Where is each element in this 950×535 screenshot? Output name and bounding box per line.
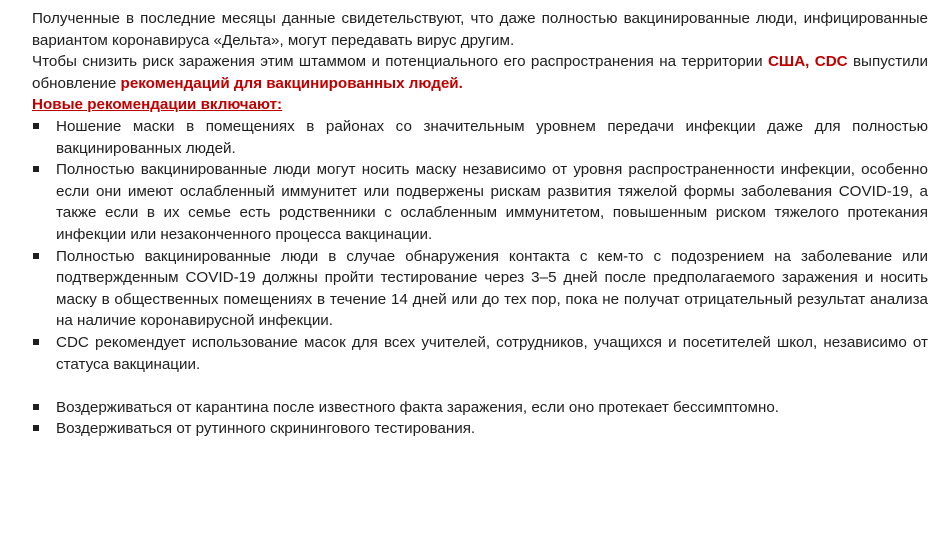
list-item [32, 246, 928, 332]
list-item-text: Полностью вакцинированные люди в случае обнаружения контакта с кем-то с подозрением на заболевание или подтвержденным COVID-19 должны пройти тестирование через 3–5 дней после предполагаемого заражения и носить маску в общественных помещениях в течение 14 дней или до тех пор, пока не получат отрицательный результат анализа на наличие коронавирусной инфекции. [56, 247, 928, 330]
square-bullet-icon [33, 253, 39, 259]
blank-line [32, 375, 928, 397]
document-body [32, 8, 928, 440]
intro-paragraph-2-middle: выпустили обновление [32, 53, 928, 92]
list-item [32, 332, 928, 375]
recommendations-list [32, 116, 928, 375]
list-item-text: Полностью вакцинированные люди могут носить маску независимо от уровня распространенности инфекции, особенно если они имеют ослабленный иммунитет или подвержены рискам развития тяжелой формы заболевания COVID-19, а также если в их семье есть родственники с ослабленным иммунитетом, повышенным риском тяжелого протекания инфекции или незаконченного процесса вакцинации. [56, 161, 928, 243]
list-item-text: CDC рекомендует использование масок для всех учителей, сотрудников, учащихся и посетителей школ, независимо от статуса вакцинации. [56, 333, 928, 373]
highlight-recommendations: рекомендаций для вакцинированных людей. [120, 74, 463, 92]
intro-paragraph-1: Полученные в последние месяцы данные свидетельствуют, что даже полностью вакцинированные люди, инфицированные вариантом коронавируса «Дельта», могут передавать вирус другим. [32, 10, 928, 49]
square-bullet-icon [33, 404, 39, 410]
extra-recommendations-list [32, 397, 928, 440]
square-bullet-icon [33, 123, 39, 129]
square-bullet-icon [33, 425, 39, 431]
list-item [32, 397, 928, 419]
list-item-text: Ношение маски в помещениях в районах со значительным уровнем передачи инфекции даже для полностью вакцинированных людей. [56, 117, 928, 157]
intro-paragraph-2-start: Чтобы снизить риск заражения этим штаммом и потенциального его распространения на территории [32, 53, 768, 71]
list-item [32, 116, 928, 159]
square-bullet-icon [33, 166, 39, 172]
list-item-text: Воздерживаться от карантина после известного факта заражения, если оно протекает бессимптомно. [56, 398, 780, 416]
list-item-text: Воздерживаться от рутинного скринингового тестирования. [56, 420, 476, 438]
list-item [32, 159, 928, 245]
intro-paragraph-2 [32, 51, 928, 94]
recommendations-heading: Новые рекомендации включают: [32, 96, 283, 114]
list-item [32, 418, 928, 440]
highlight-usa-cdc: США, CDC [767, 53, 848, 71]
square-bullet-icon [33, 339, 39, 345]
